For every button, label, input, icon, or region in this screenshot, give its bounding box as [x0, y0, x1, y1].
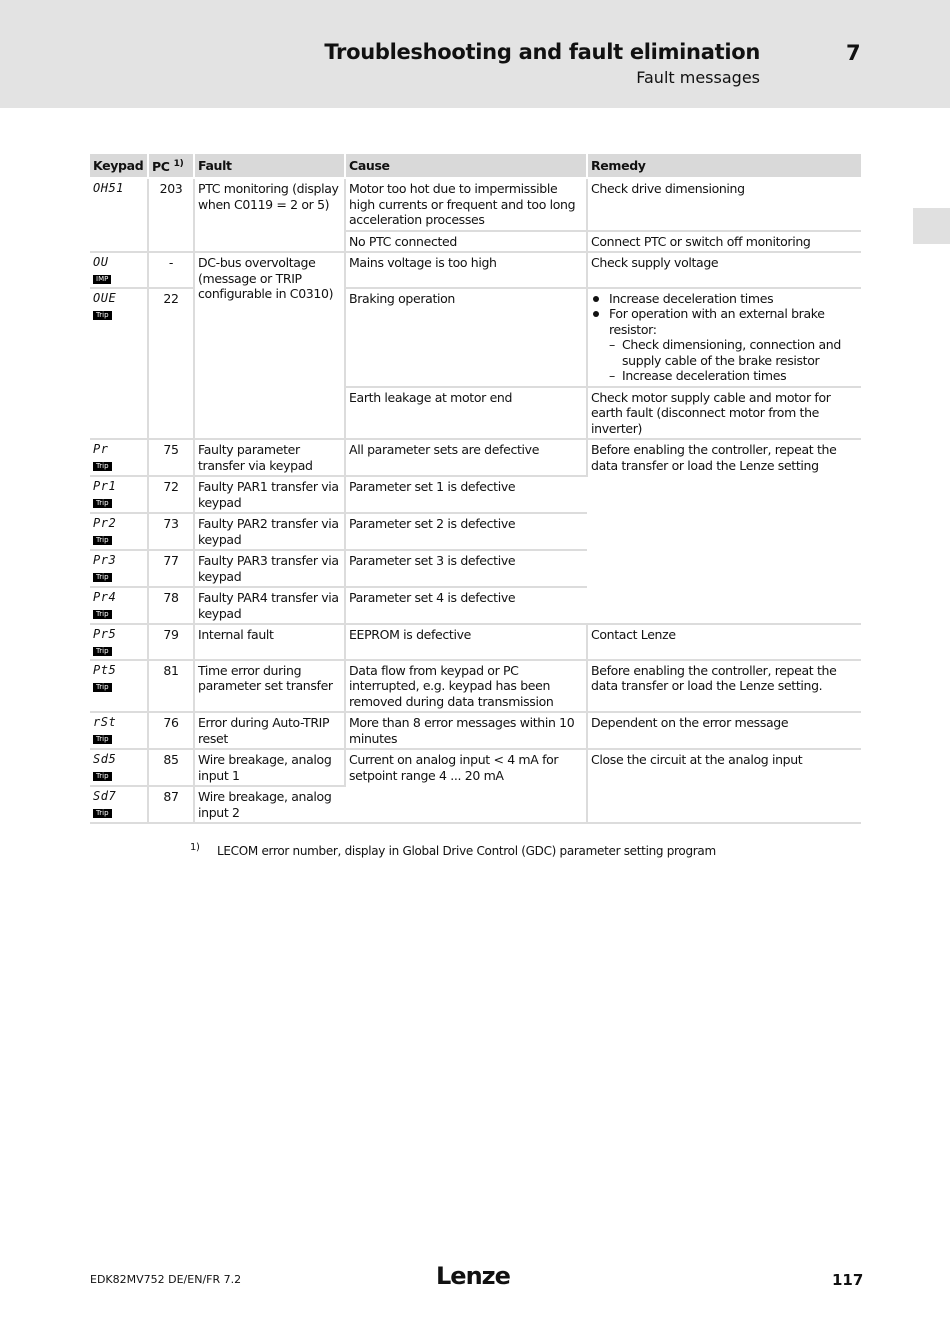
fault-table — [90, 154, 861, 824]
status-badge: Trip — [93, 311, 112, 320]
cause-cell: Current on analog input < 4 mA for setpoint range 4 ... 20 mA — [345, 749, 587, 823]
pc-cell: 79 — [148, 624, 194, 660]
pc-cell: 75 — [148, 439, 194, 476]
list-item: – Check dimensioning, connection and supply cable of the brake resistor — [609, 337, 858, 368]
fault-cell: Faulty PAR3 transfer via keypad — [194, 550, 345, 587]
cause-cell: Braking operation — [345, 288, 587, 387]
cause-cell: No PTC connected — [345, 231, 587, 253]
keypad-cell — [90, 550, 148, 587]
status-badge: Trip — [93, 573, 112, 582]
keypad-code: Pr1 — [93, 479, 117, 493]
list-item: Increase deceleration times — [591, 291, 858, 307]
keypad-cell — [90, 587, 148, 624]
fault-cell: Time error during parameter set transfer — [194, 660, 345, 713]
footnote-marker: 1) — [190, 842, 200, 853]
chapter-side-tab — [913, 208, 950, 244]
table-header-row — [90, 154, 861, 178]
pc-cell: 77 — [148, 550, 194, 587]
pc-cell: 85 — [148, 749, 194, 786]
pc-cell: 203 — [148, 178, 194, 252]
cause-cell: More than 8 error messages within 10 minutes — [345, 712, 587, 749]
keypad-code: Pr4 — [93, 590, 117, 604]
table-row — [90, 749, 861, 786]
status-badge: Trip — [93, 536, 112, 545]
status-badge: Trip — [93, 683, 112, 692]
remedy-dash-list — [609, 337, 858, 384]
fault-cell: Error during Auto-TRIP reset — [194, 712, 345, 749]
keypad-code: rSt — [93, 715, 117, 729]
pc-cell: 72 — [148, 476, 194, 513]
remedy-cell: Check supply voltage — [587, 252, 861, 288]
pc-cell: 87 — [148, 786, 194, 823]
pc-cell: 78 — [148, 587, 194, 624]
fault-cell: Internal fault — [194, 624, 345, 660]
status-badge: Trip — [93, 809, 112, 818]
remedy-cell: Check drive dimensioning — [587, 178, 861, 231]
fault-cell: Faulty PAR4 transfer via keypad — [194, 587, 345, 624]
keypad-code: OUE — [93, 290, 117, 305]
cause-cell: Parameter set 1 is defective — [345, 476, 587, 513]
keypad-code: Pr2 — [93, 516, 117, 530]
pc-cell: 22 — [148, 288, 194, 440]
pc-cell: 81 — [148, 660, 194, 713]
keypad-code: Pr5 — [93, 627, 117, 641]
keypad-cell — [90, 660, 148, 713]
cause-cell: Motor too hot due to impermissible high currents or frequent and too long acceleration processes — [345, 178, 587, 231]
cause-cell: Data flow from keypad or PC interrupted, e.g. keypad has been removed during data transmission — [345, 660, 587, 713]
fault-cell: Wire breakage, analog input 1 — [194, 749, 345, 786]
pc-cell: - — [148, 252, 194, 288]
table-row — [90, 178, 861, 231]
remedy-bullet-list — [591, 291, 858, 384]
table-row — [90, 712, 861, 749]
remedy-cell: Dependent on the error message — [587, 712, 861, 749]
table-row — [90, 252, 861, 288]
status-badge: Trip — [93, 772, 112, 781]
keypad-cell — [90, 513, 148, 550]
page-title: Troubleshooting and fault elimination — [324, 40, 760, 64]
remedy-cell: Check motor supply cable and motor for earth fault (disconnect motor from the inverter) — [587, 387, 861, 440]
keypad-cell — [90, 712, 148, 749]
fault-cell: Faulty PAR2 transfer via keypad — [194, 513, 345, 550]
remedy-cell: Contact Lenze — [587, 624, 861, 660]
keypad-cell — [90, 749, 148, 786]
fault-cell: Faulty PAR1 transfer via keypad — [194, 476, 345, 513]
cause-cell: Mains voltage is too high — [345, 252, 587, 288]
keypad-code: Pt5 — [93, 662, 117, 677]
col-header-pc: PC $^{1)}$ — [148, 154, 194, 178]
remedy-cell: Connect PTC or switch off monitoring — [587, 231, 861, 253]
keypad-cell — [90, 288, 148, 440]
chapter-number: 7 — [846, 41, 861, 65]
list-item: For operation with an external brake resistor: – Check dimensioning, connection and supply cable of the brake resistor – Increase deceleration times — [591, 306, 858, 384]
cause-cell: Parameter set 3 is defective — [345, 550, 587, 587]
keypad-cell — [90, 624, 148, 660]
remedy-cell: Close the circuit at the analog input — [587, 749, 861, 823]
fault-cell: Wire breakage, analog input 2 — [194, 786, 345, 823]
keypad-code: OH51 — [93, 181, 124, 195]
keypad-code: Pr — [93, 442, 109, 456]
remedy-cell: Before enabling the controller, repeat the data transfer or load the Lenze setting — [587, 439, 861, 624]
status-badge: Trip — [93, 499, 112, 508]
cause-cell: Parameter set 2 is defective — [345, 513, 587, 550]
cause-cell: Parameter set 4 is defective — [345, 587, 587, 624]
col-header-fault: Fault — [194, 154, 345, 178]
status-badge: Trip — [93, 610, 112, 619]
cause-cell: Earth leakage at motor end — [345, 387, 587, 440]
keypad-cell — [90, 439, 148, 476]
table-row — [90, 660, 861, 713]
status-badge: Trip — [93, 647, 112, 656]
fault-cell: Faulty parameter transfer via keypad — [194, 439, 345, 476]
keypad-code: OU — [93, 255, 109, 269]
pc-cell: 76 — [148, 712, 194, 749]
table-row — [90, 439, 861, 476]
col-header-keypad: Keypad — [90, 154, 148, 178]
keypad-cell — [90, 476, 148, 513]
col-header-remedy: Remedy — [587, 154, 861, 178]
pc-cell: 73 — [148, 513, 194, 550]
lenze-logo: Lenze — [436, 1262, 510, 1290]
cause-cell: All parameter sets are defective — [345, 439, 587, 476]
remedy-cell: Before enabling the controller, repeat the data transfer or load the Lenze setting. — [587, 660, 861, 713]
status-badge: IMP — [93, 275, 111, 284]
keypad-cell — [90, 178, 148, 252]
list-item: – Increase deceleration times — [609, 368, 858, 384]
keypad-cell — [90, 252, 148, 288]
status-badge: Trip — [93, 462, 112, 471]
keypad-code: Sd7 — [93, 789, 117, 803]
page-subtitle: Fault messages — [636, 68, 760, 87]
fault-cell: PTC monitoring (display when C0119 = 2 or 5) — [194, 178, 345, 252]
status-badge: Trip — [93, 735, 112, 744]
document-id: EDK82MV752 DE/EN/FR 7.2 — [90, 1273, 242, 1286]
fault-cell: DC-bus overvoltage (message or TRIP configurable in C0310) — [194, 252, 345, 439]
remedy-cell — [587, 288, 861, 387]
col-header-cause: Cause — [345, 154, 587, 178]
keypad-code: Pr3 — [93, 553, 117, 567]
table-row — [90, 624, 861, 660]
footnote-text: LECOM error number, display in Global Drive Control (GDC) parameter setting program — [217, 844, 716, 858]
cause-cell: EEPROM is defective — [345, 624, 587, 660]
keypad-cell — [90, 786, 148, 823]
keypad-code: Sd5 — [93, 752, 117, 766]
page-number: 117 — [832, 1271, 864, 1289]
